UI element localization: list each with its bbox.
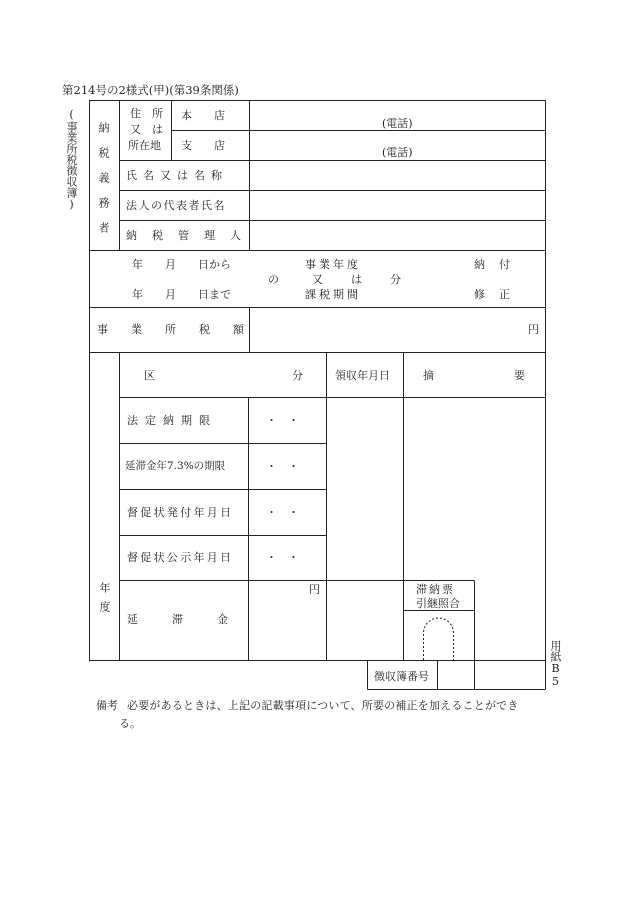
tax-administrator-label: 納税管理人 [126, 229, 256, 242]
seal-placeholder-icon [424, 618, 454, 660]
interest-deadline-date: ・ ・ [266, 460, 299, 473]
delinquency-unit: 円 [309, 583, 320, 596]
name-label: 氏名又は名称 [126, 169, 228, 182]
legal-deadline-label: 法定納期限 [127, 414, 217, 427]
period-no: の [268, 273, 279, 286]
address-label-line3: 所在地 [128, 139, 161, 152]
demand-issued-label: 督促状発付年月日 [127, 506, 234, 519]
receipt-check-line2: 引継照合 [416, 597, 460, 610]
receipt-check-line1: 滞納票 [416, 583, 455, 596]
tax-period-label: 課税期間 [305, 288, 361, 301]
branch-office-label: 支 店 [181, 139, 225, 152]
taxpayer-group-label: 納税義務者 [97, 122, 110, 247]
address-label-line2: 又 は [130, 123, 163, 136]
paper-size: 用紙B5 [549, 640, 562, 688]
category-header-left: 区 [144, 369, 155, 382]
form-title: 第214号の2様式(甲)(第39条関係) [62, 83, 239, 97]
legal-deadline-date: ・ ・ [266, 414, 299, 427]
interest-deadline-label: 延滞金年7.3%の期限 [125, 460, 226, 472]
ledger-number-label: 徴収簿番号 [374, 670, 429, 683]
remarks-header-left: 摘 [423, 369, 434, 382]
year-label: 年度 [98, 582, 111, 620]
period-wa: は [351, 273, 362, 286]
tax-amount-label: 事業所税額 [97, 323, 267, 336]
form-outer-border [90, 101, 546, 661]
address-label-line1: 住 所 [130, 107, 163, 120]
notes-prefix: 備考 [96, 699, 118, 712]
demand-notice-label: 督促状公示年月日 [127, 551, 234, 564]
period-or: 又 [312, 273, 323, 286]
business-year-label: 事業年度 [305, 258, 361, 271]
period-to: 年 月 日まで [132, 288, 231, 301]
notes-line1: 必要があるときは、上記の記載事項について、所要の補正を加えることができ [127, 699, 519, 712]
category-header-right: 分 [292, 369, 303, 382]
head-office-phone: (電話) [382, 117, 413, 130]
payment-label: 納付 [474, 258, 524, 271]
notes-line2: る。 [119, 717, 141, 730]
representative-label: 法人の代表者氏名 [126, 199, 226, 212]
branch-office-phone: (電話) [382, 146, 413, 159]
correction-label: 修正 [474, 288, 524, 301]
received-date-header: 領収年月日 [335, 369, 390, 382]
delinquency-label: 延滞金 [127, 613, 262, 626]
tax-amount-unit: 円 [528, 323, 539, 336]
period-from: 年 月 日から [132, 258, 231, 271]
side-title: (事業所税徴収簿) [65, 108, 78, 211]
head-office-label: 本 店 [181, 109, 225, 122]
remarks-header-right: 要 [514, 369, 525, 382]
period-bun: 分 [390, 273, 401, 286]
demand-issued-date: ・ ・ [266, 506, 299, 519]
demand-notice-date: ・ ・ [266, 551, 299, 564]
